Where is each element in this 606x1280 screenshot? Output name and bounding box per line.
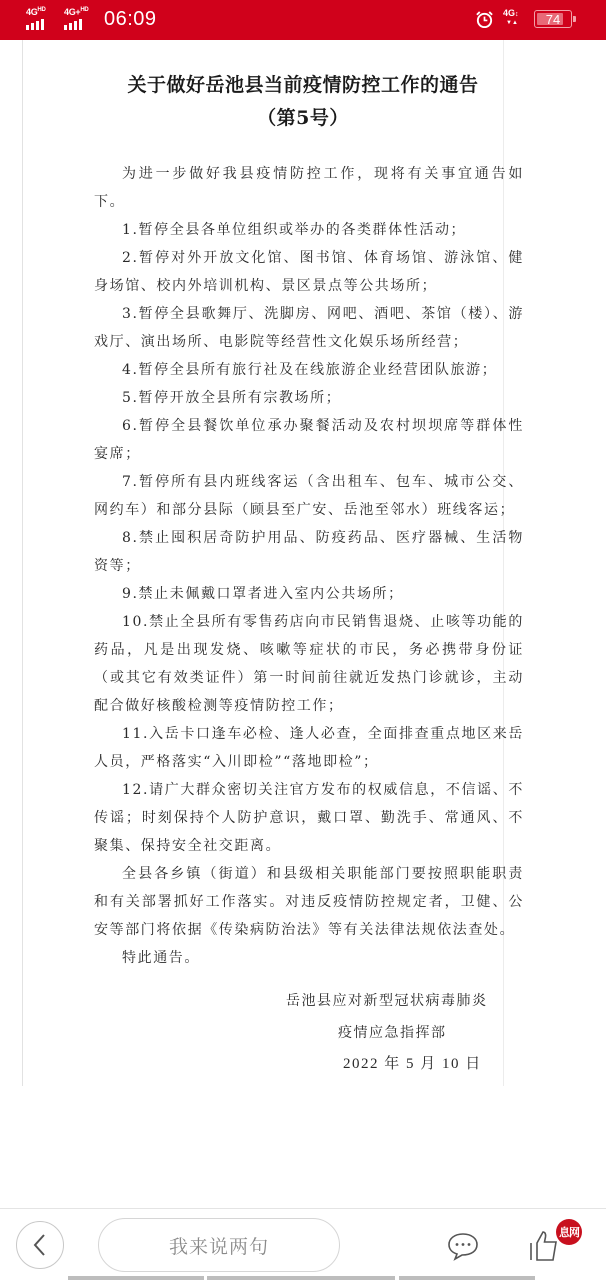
document-title: 关于做好岳池县当前疫情防控工作的通告 [127, 74, 479, 96]
item-9: 9.禁止未佩戴口罩者进入室内公共场所； [122, 586, 404, 602]
intro-paragraph: 为进一步做好我县疫情防控工作，现将有关事宜通告如下。 [94, 166, 524, 210]
nav-indicator-segment [207, 1276, 395, 1280]
item-5: 5.暂停开放全县所有宗教场所； [122, 390, 342, 406]
signature-org-line2: 疫情应急指挥部 [338, 1025, 447, 1041]
item-6: 6.暂停全县餐饮单位承办聚餐活动及农村坝坝席等群体性宴席； [94, 418, 524, 462]
item-12: 12.请广大群众密切关注官方发布的权威信息，不信谣、不传谣；时刻保持个人防护意识，戴口罩、勤洗手、常通风、不聚集、保持安全社交距离。 [94, 782, 524, 854]
watermark-badge: 息网 [556, 1219, 582, 1245]
item-8: 8.禁止囤积居奇防护用品、防疫药品、医疗器械、生活物资等； [94, 530, 524, 574]
closing-statement: 特此通告。 [122, 950, 200, 966]
clock: 06:09 [104, 7, 157, 30]
item-2: 2.暂停对外开放文化馆、图书馆、体育场馆、游泳馆、健身场馆、校内外培训机构、景区景点等公共场所； [94, 250, 524, 294]
item-1: 1.暂停全县各单位组织或举办的各类群体性活动； [122, 222, 467, 238]
speech-bubble-icon [449, 1234, 477, 1259]
closing-paragraph: 全县各乡镇（街道）和县级相关职能部门要按照职能职责和有关部署抓好工作落实。对违反疫情防控规定者，卫健、公安等部门将依据《传染病防治法》等有关法律法规依法查处。 [94, 866, 524, 938]
comment-placeholder: 我来说两句 [168, 1235, 269, 1258]
mobile-data-label: 4G [503, 8, 516, 18]
item-7: 7.暂停所有县内班线客运（含出租车、包车、城市公交、网约车）和部分县际（顾县至广安、岳池至邻水）班线客运； [94, 474, 524, 518]
thumbs-up-icon [531, 1232, 556, 1260]
sim2-network-label: 4G+ [64, 7, 81, 17]
document-subtitle: （第5号） [257, 107, 349, 129]
sim2-tag: HD [80, 7, 89, 13]
signal-icon [26, 7, 54, 31]
comment-button[interactable] [446, 1231, 480, 1261]
alarm-icon [475, 10, 494, 29]
battery-icon [534, 10, 572, 28]
data-arrows-icon: 4G↕ ▼▲ [503, 8, 519, 26]
item-11: 11.入岳卡口逢车必检、逢人必查，全面排查重点地区来岳人员，严格落实“入川即检”“落地即检”； [94, 726, 524, 770]
item-3: 3.暂停全县歌舞厅、洗脚房、网吧、酒吧、茶馆（楼）、游戏厅、演出场所、电影院等经营性文化娱乐场所经营； [94, 306, 524, 350]
nav-indicator-segment [399, 1276, 535, 1280]
bottom-action-bar [0, 1208, 606, 1280]
sim1-tag: HD [37, 7, 46, 13]
back-button[interactable] [16, 1221, 64, 1269]
comment-input[interactable] [98, 1218, 340, 1272]
signature-date: 2022 年 5 月 10 日 [343, 1056, 482, 1072]
chevron-left-icon [30, 1232, 50, 1258]
nav-indicator-segment [68, 1276, 204, 1280]
status-bar [0, 0, 606, 40]
signature-org-line1: 岳池县应对新型冠状病毒肺炎 [286, 993, 488, 1009]
signal-icon [64, 7, 92, 31]
battery-level: 74 [545, 11, 561, 27]
item-4: 4.暂停全县所有旅行社及在线旅游企业经营团队旅游； [122, 362, 498, 378]
sim1-network-label: 4G [26, 7, 38, 17]
item-10: 10.禁止全县所有零售药店向市民销售退烧、止咳等功能的药品，凡是出现发烧、咳嗽等症状的市民，务必携带身份证（或其它有效类证件）第一时间前往就近发热门诊就诊，主动配合做好核酸检测等疫情防控工作； [94, 614, 524, 714]
document-body [94, 160, 524, 972]
